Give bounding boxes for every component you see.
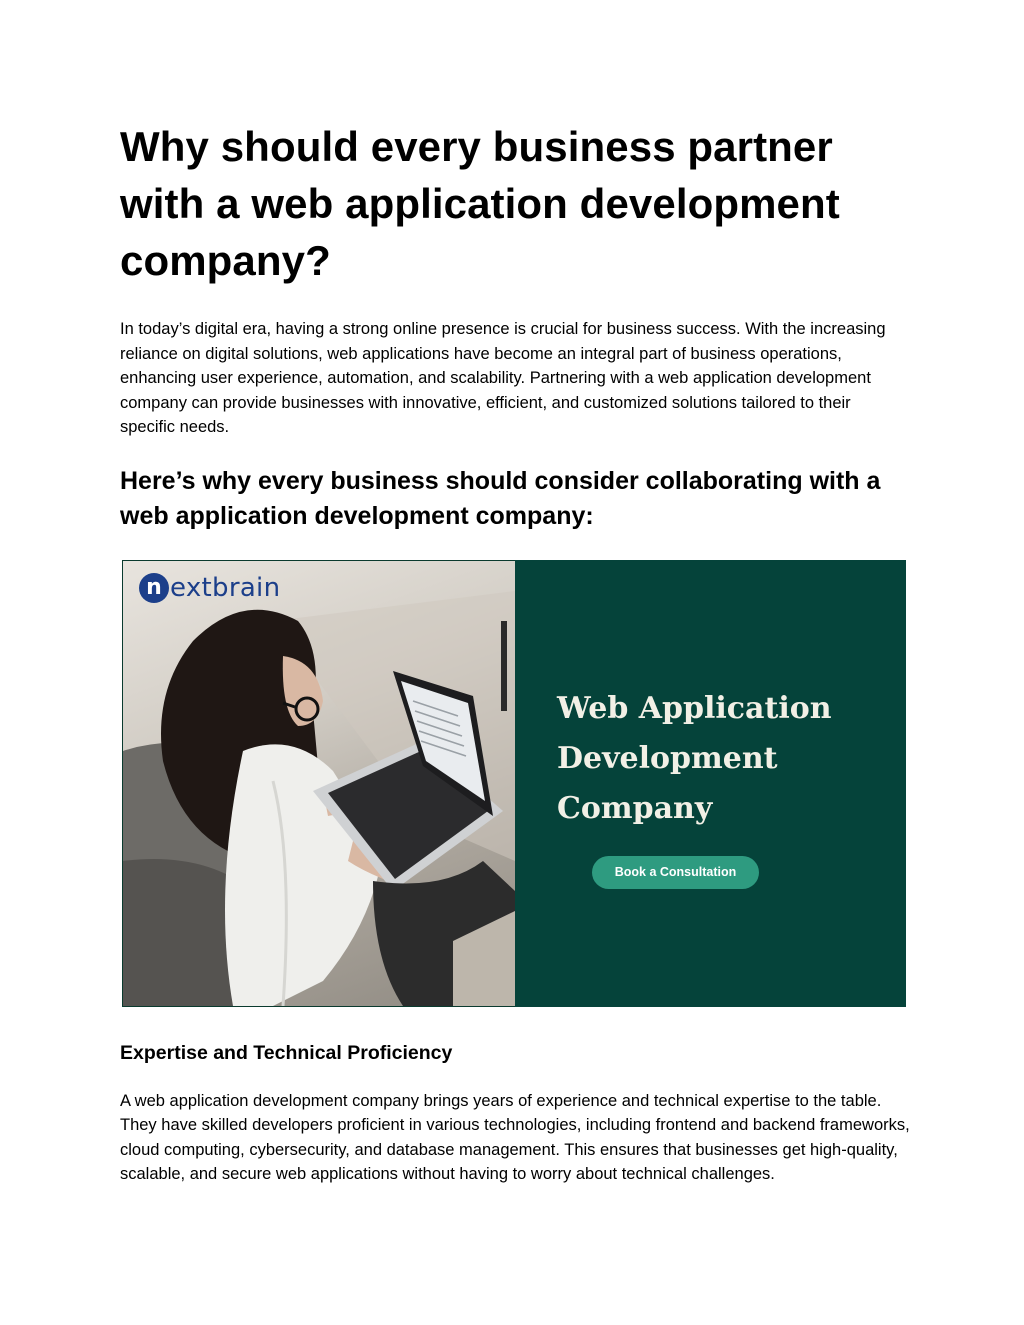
banner-panel — [515, 560, 906, 1007]
logo-text: extbrain — [170, 572, 281, 603]
page-title: Why should every business partner with a web application development company? — [120, 123, 840, 284]
article — [120, 118, 910, 1187]
promo-banner — [122, 560, 906, 1007]
book-consultation-button[interactable]: Book a Consultation — [592, 856, 759, 889]
photo-illustration — [123, 561, 515, 1006]
banner-headline: Web Application Development Company — [557, 690, 832, 826]
subheading: Here’s why every business should consider collaborating with a web application development company: — [120, 466, 881, 530]
nextbrain-logo — [139, 573, 280, 603]
woman-with-laptop-photo — [122, 560, 515, 1007]
logo-mark-icon: n — [139, 573, 169, 603]
section-paragraph: A web application development company brings years of experience and technical expertise to the table. They have skilled developers proficient in various technologies, including frontend and backend frameworks, cloud computing, cybersecurity, and database management. This ensures that businesses get high-quality, scalable, and secure web applications without having to worry about technical challenges. — [120, 1091, 910, 1183]
section-heading: Expertise and Technical Proficiency — [120, 1041, 453, 1064]
intro-paragraph: In today’s digital era, having a strong online presence is crucial for business success. With the increasing reliance on digital solutions, web applications have become an integral part of business operations, enhancing user experience, automation, and scalability. Partnering with a web application development company can provide businesses with innovative, efficient, and customized solutions tailored to their specific needs. — [120, 320, 886, 436]
